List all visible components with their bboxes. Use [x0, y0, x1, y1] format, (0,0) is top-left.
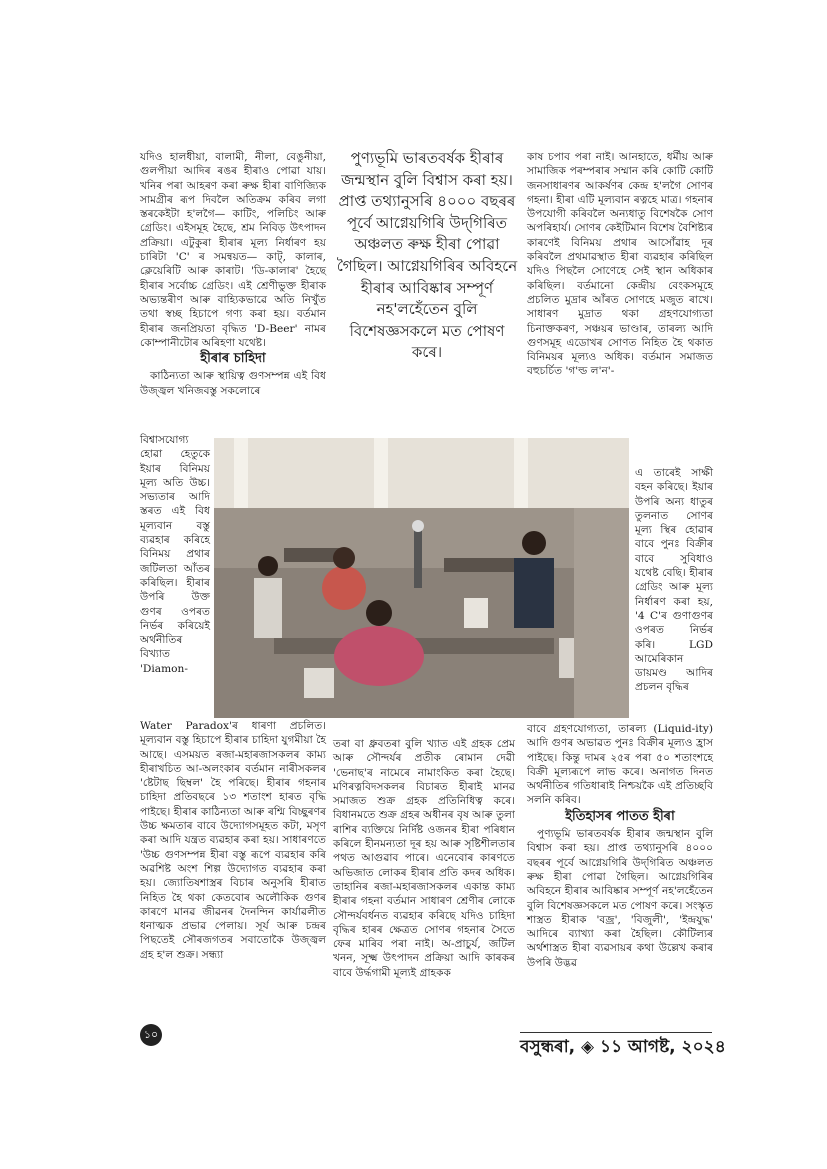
masthead-name: বসুন্ধৰা, — [520, 1037, 576, 1057]
right-column — [527, 150, 713, 381]
middle-column: তৰা বা ধ্ৰুবতৰা বুলি খ্যাত এই গ্ৰহক প্ৰেম আৰু সৌন্দৰ্যৰ প্ৰতীক ৰোমান দেৱী 'ভেনাছ'ৰ নামেৰে নামাংকিত কৰা হৈছে। মণিৰত্নবিদসকলৰ বিচাৰত হীৰাই মানৱ সমাজত শুক্ৰ গ্ৰহক প্ৰতিনিধিত্ব কৰে। বিধানমতে শুক্ৰ গ্ৰহৰ অধীনৰ বৃষ আৰু তুলা ৰাশিৰ ব্যক্তিয়ে নিৰ্দিষ্ট ওজনৰ হীৰা পৰিধান কৰিলে হীনমন্যতা দূৰ হয় আৰু সৃষ্টিশীলতাৰ পথত আগুৱাব পাৰে। এনেবোৰ কাৰণতে অভিজাত লোকৰ হীৰাৰ প্ৰতি কদৰ অধিক। তাহানিৰ ৰজা-মহাৰজাসকলৰ একান্ত কাম্য হীৰাৰ গহনা বৰ্তমান সাধাৰণ শ্ৰেণীৰ লোকে সৌন্দৰ্যবৰ্ধনত ব্যৱহাৰ কৰিছে যদিও চাহিদা বৃদ্ধিৰ হাৰৰ ক্ষেত্ৰত সোণৰ গহনাৰ সৈতে ফেৰ মাৰিব পৰা নাই। অ-প্ৰাচুৰ্য, জটিল খনন, সূক্ষ্ম উৎপাদন প্ৰক্ৰিয়া আদি কাৰকৰ বাবে উৰ্দ্ধগামী মূল্যই গ্ৰাহকক — [333, 738, 515, 979]
right-para-1: কাষ চপাব পৰা নাই। আনহাতে, ধৰ্মীয় আৰু সামাজিক পৰম্পৰাৰ সম্মান কৰি কোটি কোটি জনসাধাৰণৰ আকৰ্ষণৰ কেন্দ্ৰ হ'লগৈ সোণৰ গহনা। হীৰা এটি মূল্যবান ৰত্নহে মাত্ৰ। গহনাৰ উপযোগী কৰিবলৈ অন্যধাতু বিশেষকৈ সোণ অপৰিহাৰ্য। সোণৰ কেইটিমান বিশেষ বৈশিষ্ট্যৰ কাৰণেই বিনিময় প্ৰথাৰ আসোঁৱাহ দূৰ কৰিবলৈ প্ৰথমাৱস্থাত হীৰা ব্যৱহাৰ কৰিছিল যদিও পিছলৈ সোণেহে সেই স্থান অধিকাৰ কৰিছিল। বৰ্তমানো কেন্দ্ৰীয় বেংকসমূহে প্ৰচলিত মুদ্ৰাৰ আঁৰত সোণহে মজুত ৰাখে। সাধাৰণ মুদ্ৰাত থকা গ্ৰহণযোগ্যতা চিনাক্তকৰণ, সঞ্চয়ৰ ভাণ্ডাৰ, তাৰল্য আদি গুণসমূহ এডোখৰ সোণত নিহিত হৈ থকাত বিনিময়ৰ মূল্যও অধিক। বৰ্তমান সমাজত বহুচৰ্চিত 'গ'ল্ড ল'ন'- — [527, 151, 713, 378]
diamond-workshop-photo — [214, 438, 629, 718]
left-para-1: যদিও হালধীয়া, বালামী, নীলা, বেঙুনীয়া, গুলপীয়া আদিৰ ৰঙৰ হীৰাও পোৱা যায়। খনিৰ পৰা আহৰণ কৰা ৰুক্ষ হীৰা বাণিজ্যিক সামগ্ৰীৰ ৰূপ দিবলৈ অতিক্ৰম কৰিব লগা স্তৰকেইটা হ'লগৈ— কাটিং, পলিচিং আৰু গ্ৰেডিং। এইসমূহ হৈছে, শ্ৰম নিবিড় উৎপাদন প্ৰক্ৰিয়া। এটুকুৰা হীৰাৰ মূল্য নিৰ্ধাৰণ হয় চাৰিটা 'C' ৰ সমন্বয়ত— কাট্‌, কালাৰ, ক্লেয়েৰিটি আৰু কাৰাট। 'ডি-কালাৰ' হৈছে হীৰাৰ সৰ্বোচ্চ গ্ৰেডিং। এই শ্ৰেণীভুক্ত হীৰাক অভ্যন্তৰীণ আৰু বাহ্যিকভাৱে অতি নিখুঁত তথা স্বচ্ছ হিচাপে গণ্য কৰা হয়। বৰ্তমান হীৰাৰ জনপ্ৰিয়তা বৃদ্ধিত 'D-Beer' নামৰ কোম্পানীটোৰ অৰিহণা যথেষ্ট। — [140, 151, 326, 349]
issue-date: ◈ ১১ আগষ্ট, ২০২৪ — [581, 1037, 726, 1057]
section-heading-demand: হীৰাৰ চাহিদা — [200, 351, 266, 367]
left-column — [140, 150, 326, 400]
pull-quote: পুণ্যভূমি ভাৰতবৰ্ষক হীৰাৰ জন্মস্থান বুলি বিশ্বাস কৰা হয়। প্ৰাপ্ত তথ্যানুসৰি ৪০০০ বছৰৰ পূৰ্বে আগ্নেয়গিৰি উদ্‌গিৰিত অঞ্চলত ৰুক্ষ হীৰা পোৱা গৈছিল। আগ্নেয়গিৰিৰ অবিহনে হীৰাৰ আবিষ্কাৰ সম্পূৰ্ণ নহ'লহেঁতেন বুলি বিশেষজ্ঞসকলে মত পোষণ কৰে। — [336, 149, 518, 362]
left-narrow-column: বিশ্বাসযোগ্য হোৱা হেতুকে ইয়াৰ বিনিময় মূল্য অতি উচ্চ। সভ্যতাৰ আদি স্তৰত এই বিধ মূল্যবান বস্তু ব্যৱহাৰ কৰিহে বিনিময় প্ৰথাৰ জটিলতা আঁতৰ কৰিছিল। হীৰাৰ উপৰি উক্ত গুণৰ ওপৰত নিৰ্ভৰ কৰিয়েই অৰ্থনীতিৰ বিখ্যাত 'Diamon- — [140, 434, 210, 675]
right-column-bottom — [527, 722, 713, 972]
right-para-2: বাবে গ্ৰহণযোগ্যতা, তাৰল্য (Liquid-ity) আদি গুণৰ অভাৱত পুনঃ বিক্ৰীৰ মূল্যও হ্ৰাস পাইছে। কিন্তু দামৰ ২৫ৰ পৰা ৫০ শতাংশহে বিক্ৰী মূল্যৰূপে লাভ কৰে। অনাগত দিনত অৰ্থনীতিৰ গতিধাৰাই নিশ্চয়কৈ এই প্ৰতিচ্ছবি সলনি কৰিব। — [527, 723, 713, 807]
right-para-3: পুণ্যভূমি ভাৰতবৰ্ষক হীৰাৰ জন্মস্থান বুলি বিশ্বাস কৰা হয়। প্ৰাপ্ত তথ্যানুসৰি ৪০০০ বছৰৰ পূৰ্বে আগ্নেয়গিৰি উদ্‌গিৰিত অঞ্চলত ৰুক্ষ হীৰা পোৱা গৈছিল। আগ্নেয়গিৰিৰ অবিহনে হীৰাৰ আবিষ্কাৰ সম্পূৰ্ণ নহ'লহেঁতেন বুলি বিশেষজ্ঞসকলে মত পোষণ কৰে। সংস্কৃত শাস্ত্ৰত হীৰাক 'বজ্ৰ', 'বিজুলী', 'ইন্দ্ৰযুদ্ধ' আদিৰে ব্যাখ্যা কৰা হৈছিল। কৌটিল্যৰ অৰ্থশাস্ত্ৰত হীৰা ব্যৱসায়ৰ কথা উল্লেখ কৰাৰ উপৰি উদ্ভৱ — [527, 828, 713, 969]
footer-rule — [520, 1032, 712, 1033]
footer-masthead — [520, 1034, 726, 1062]
left-para-2: কাঠিন্যতা আৰু স্থায়িত্ব গুণসম্পন্ন এই বিধ উজ্জ্বল খনিজবস্তু সকলোৰে — [140, 370, 326, 397]
page-number: ১০ — [140, 1024, 162, 1046]
right-narrow-column: এ তাৰেই সাক্ষী বহন কৰিছে। ইয়াৰ উপৰি অন্য ধাতুৰ তুলনাত সোণৰ মূল্য স্থিৰ হোৱাৰ বাবে পুনঃ বিক্ৰীৰ বাবে সুবিধাও যথেষ্ট বেছি। হীৰাৰ গ্ৰেডিং আৰু মূল্য নিৰ্ধাৰণ কৰা হয়, '4 C'ৰ গুণাগুণৰ ওপৰত নিৰ্ভৰ কৰি। LGD আমেৰিকান ডায়মণ্ড আদিৰ প্ৰচলন বৃদ্ধিৰ — [635, 467, 713, 694]
section-heading-history: ইতিহাসৰ পাতত হীৰা — [565, 808, 675, 824]
left-column-bottom: Water Paradox'ৰ ধাৰণা প্ৰচলিত। মূল্যবান বস্তু হিচাপে হীৰাৰ চাহিদা যুগমীয়া হৈ আছে। এসময়ত ৰজা-মহাৰজাসকলৰ কাম্য হীৰাখচিত আ-অলংকাৰ বৰ্তমান নাৰীসকলৰ 'ষ্টেটাছ ছিম্বল' হৈ পৰিছে। হীৰাৰ গহনাৰ চাহিদা প্ৰতিবছৰে ১৩ শতাংশ হাৰত বৃদ্ধি পাইছে। হীৰাৰ কাঠিন্যতা আৰু ৰশ্মি বিচ্ছুৰণৰ উচ্চ ক্ষমতাৰ বাবে উদ্যোগসমূহত কটা, মসৃণ কৰা আদি যন্ত্ৰত ব্যৱহাৰ কৰা হয়। সাধাৰণতে 'উচ্চ গুণসম্পন্ন হীৰা বস্তু ৰূপে ব্যৱহাৰ কৰি অৱশিষ্ট অংশ শিল্প উদ্যোগত ব্যৱহাৰ কৰা হয়। জ্যোতিষশাস্ত্ৰৰ বিচাৰ অনুসৰি হীৰাত নিহিত হৈ থকা কেতবোৰ অলৌকিক গুণৰ কাৰণে মানৱ জীৱনৰ দৈনন্দিন কাৰ্যাৱলীত ধনাত্মক প্ৰভাৱ পেলায়। সূৰ্য আৰু চন্দ্ৰৰ পিছতেই সৌৰজগতৰ সবাতোকৈ উজ্জ্বল গ্ৰহ হ'ল শুক্ৰ। সন্ধ্যা — [140, 720, 326, 961]
workshop-illustration — [214, 438, 629, 718]
